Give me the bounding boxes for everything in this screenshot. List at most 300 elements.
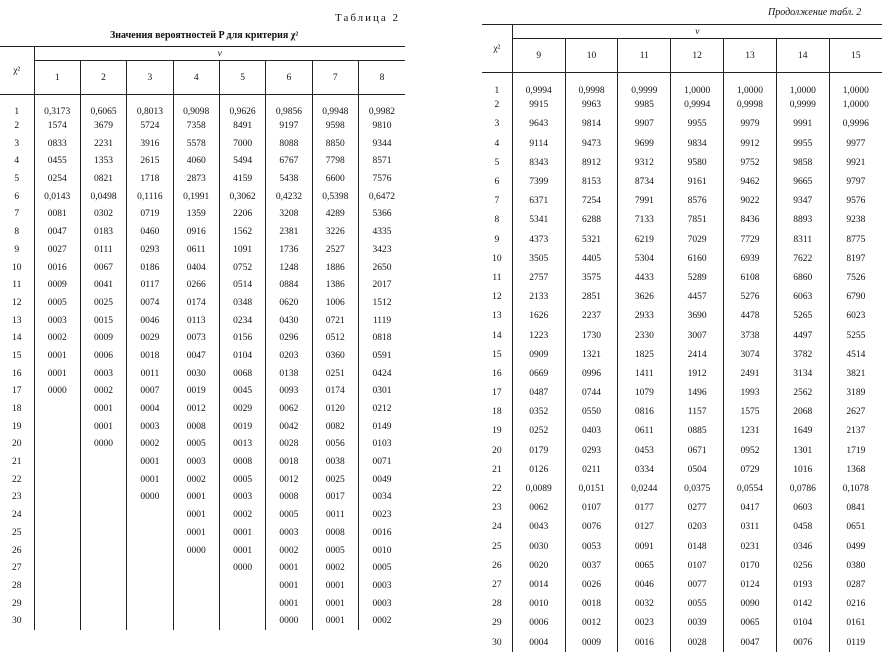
probability-cell: 6767 [266, 153, 312, 171]
probability-cell: 9979 [724, 115, 777, 134]
probability-cell: 5321 [565, 230, 618, 249]
probability-cell: 1411 [618, 364, 671, 383]
probability-cell: 9991 [776, 115, 829, 134]
probability-cell: 1,0000 [671, 73, 724, 96]
table-row [482, 73, 882, 96]
probability-cell [34, 524, 80, 542]
probability-cell: 1,0000 [724, 73, 777, 96]
probability-cell: 8571 [358, 153, 405, 171]
probability-cell: 0179 [512, 441, 565, 460]
probability-cell: 5724 [127, 117, 173, 135]
probability-cell: 6108 [724, 268, 777, 287]
probability-cell: 0001 [173, 524, 219, 542]
probability-cell: 0885 [671, 422, 724, 441]
probability-cell: 0003 [127, 418, 173, 436]
probability-cell: 5341 [512, 211, 565, 230]
probability-cell: 0120 [312, 400, 358, 418]
probability-cell: 0,0143 [34, 188, 80, 206]
probability-cell [34, 471, 80, 489]
probability-cell: 0030 [512, 537, 565, 556]
table-row [0, 400, 405, 418]
table-row [482, 556, 882, 575]
table-row [0, 188, 405, 206]
probability-cell: 3007 [671, 326, 724, 345]
probability-cell [80, 612, 126, 630]
probability-cell: 0234 [219, 312, 265, 330]
table-row [0, 365, 405, 383]
probability-cell [34, 612, 80, 630]
probability-cell: 0001 [219, 542, 265, 560]
probability-cell: 1512 [358, 294, 405, 312]
column-header-nu: 4 [173, 61, 219, 95]
probability-cell: 6023 [829, 307, 882, 326]
probability-cell: 2527 [312, 241, 358, 259]
probability-cell: 9921 [829, 153, 882, 172]
probability-cell: 0029 [219, 400, 265, 418]
probability-cell: 8734 [618, 172, 671, 191]
probability-cell [127, 595, 173, 613]
chi-square-value: 2 [494, 100, 500, 111]
probability-cell: 0430 [266, 312, 312, 330]
probability-cell: 0016 [358, 524, 405, 542]
probability-cell [127, 524, 173, 542]
table-row [482, 575, 882, 594]
chi-square-value: 30 [12, 616, 22, 627]
probability-cell: 3505 [512, 249, 565, 268]
table-row [482, 115, 882, 134]
probability-cell: 0203 [266, 347, 312, 365]
column-header-nu: 13 [724, 39, 777, 73]
chi-square-value: 9 [494, 234, 500, 245]
probability-cell: 0062 [512, 499, 565, 518]
probability-cell: 3575 [565, 268, 618, 287]
table-row [482, 249, 882, 268]
probability-cell: 0117 [127, 276, 173, 294]
probability-cell: 1368 [829, 460, 882, 479]
table-row [0, 312, 405, 330]
probability-cell: 2615 [127, 153, 173, 171]
probability-cell: 0023 [618, 614, 671, 633]
chi-square-value: 6 [494, 177, 500, 188]
chi-square-value: 24 [12, 510, 22, 521]
probability-cell: 0093 [266, 383, 312, 401]
probability-cell: 4405 [565, 249, 618, 268]
probability-cell: 0752 [219, 259, 265, 277]
probability-cell: 7399 [512, 172, 565, 191]
probability-cell: 0010 [512, 595, 565, 614]
table-row [0, 436, 405, 454]
chi-square-value: 10 [12, 262, 22, 273]
probability-cell: 0104 [776, 614, 829, 633]
probability-cell [80, 542, 126, 560]
probability-cell: 9022 [724, 192, 777, 211]
probability-cell: 1575 [724, 403, 777, 422]
probability-cell: 0138 [266, 365, 312, 383]
chi-square-value: 4 [494, 138, 500, 149]
probability-cell: 8491 [219, 117, 265, 135]
probability-cell: 8311 [776, 230, 829, 249]
probability-cell: 0001 [127, 453, 173, 471]
probability-cell: 0017 [312, 489, 358, 507]
probability-cell: 0,1991 [173, 188, 219, 206]
probability-cell: 0065 [724, 614, 777, 633]
probability-cell: 2237 [565, 307, 618, 326]
probability-cell: 0744 [565, 384, 618, 403]
probability-cell: 0005 [34, 294, 80, 312]
column-header-nu: 14 [776, 39, 829, 73]
probability-cell: 0002 [312, 559, 358, 577]
table-title: Значения вероятностей P для критерия χ² [110, 30, 299, 41]
probability-cell: 0,4232 [266, 188, 312, 206]
probability-cell: 0,6472 [358, 188, 405, 206]
probability-cell: 0012 [266, 471, 312, 489]
probability-cell: 0003 [173, 453, 219, 471]
probability-cell: 0005 [312, 542, 358, 560]
probability-cell: 9955 [776, 134, 829, 153]
probability-cell: 0996 [565, 364, 618, 383]
probability-cell: 0514 [219, 276, 265, 294]
probability-cell: 0252 [512, 422, 565, 441]
probability-cell: 0231 [724, 537, 777, 556]
table-row [482, 499, 882, 518]
probability-cell: 8343 [512, 153, 565, 172]
probability-cell: 0,0498 [80, 188, 126, 206]
probability-cell: 0348 [219, 294, 265, 312]
probability-cell: 0055 [671, 595, 724, 614]
probability-cell: 0002 [127, 436, 173, 454]
probability-cell [34, 542, 80, 560]
probability-cell: 1718 [127, 170, 173, 188]
table-row [482, 441, 882, 460]
probability-cell: 0025 [80, 294, 126, 312]
probability-cell: 0001 [266, 559, 312, 577]
probability-cell: 2491 [724, 364, 777, 383]
probability-cell: 0148 [671, 537, 724, 556]
table-row [482, 153, 882, 172]
probability-cell: 1719 [829, 441, 882, 460]
probability-cell: 0012 [565, 614, 618, 633]
table-row [482, 422, 882, 441]
probability-cell: 7133 [618, 211, 671, 230]
probability-cell: 9699 [618, 134, 671, 153]
probability-cell: 0127 [618, 518, 671, 537]
probability-cell: 0,0089 [512, 479, 565, 498]
table-row [0, 524, 405, 542]
probability-cell: 0005 [219, 471, 265, 489]
probability-cell: 0014 [512, 575, 565, 594]
probability-cell: 1386 [312, 276, 358, 294]
probability-cell: 7000 [219, 135, 265, 153]
probability-cell [80, 471, 126, 489]
probability-cell [127, 577, 173, 595]
probability-cell: 6288 [565, 211, 618, 230]
probability-cell: 3189 [829, 384, 882, 403]
probability-cell: 0504 [671, 460, 724, 479]
probability-cell: 0006 [512, 614, 565, 633]
chi-square-value: 26 [12, 545, 22, 556]
probability-cell: 8197 [829, 249, 882, 268]
probability-cell: 1736 [266, 241, 312, 259]
probability-cell: 9858 [776, 153, 829, 172]
probability-cell: 0603 [776, 499, 829, 518]
probability-cell: 0,1078 [829, 479, 882, 498]
table-row [0, 471, 405, 489]
probability-cell: 9665 [776, 172, 829, 191]
probability-cell: 0041 [80, 276, 126, 294]
chi-square-value: 13 [492, 311, 502, 322]
probability-cell: 0254 [34, 170, 80, 188]
probability-cell [34, 595, 80, 613]
probability-cell: 0008 [266, 489, 312, 507]
chi-square-value: 17 [492, 388, 502, 399]
probability-cell: 0049 [358, 471, 405, 489]
table-row [0, 276, 405, 294]
probability-cell: 9834 [671, 134, 724, 153]
probability-cell: 0001 [312, 612, 358, 630]
probability-cell: 0293 [127, 241, 173, 259]
probability-cell: 4478 [724, 307, 777, 326]
probability-cell: 1912 [671, 364, 724, 383]
probability-cell: 0001 [80, 400, 126, 418]
chi-square-value: 16 [12, 368, 22, 379]
probability-cell: 0003 [219, 489, 265, 507]
probability-cell [127, 542, 173, 560]
chi-square-value: 21 [492, 464, 502, 475]
probability-cell: 0821 [80, 170, 126, 188]
probability-cell: 0008 [312, 524, 358, 542]
probability-cell: 0424 [358, 365, 405, 383]
probability-cell: 1353 [80, 153, 126, 171]
probability-cell: 6160 [671, 249, 724, 268]
probability-cell: 0000 [80, 436, 126, 454]
probability-cell: 7254 [565, 192, 618, 211]
probability-cell: 9752 [724, 153, 777, 172]
probability-cell: 0103 [358, 436, 405, 454]
probability-cell: 6939 [724, 249, 777, 268]
table-row [0, 612, 405, 630]
probability-cell: 9643 [512, 115, 565, 134]
probability-cell: 6219 [618, 230, 671, 249]
table-row [482, 364, 882, 383]
probability-cell: 2757 [512, 268, 565, 287]
probability-cell: 9915 [512, 96, 565, 115]
probability-cell [80, 489, 126, 507]
probability-cell: 0001 [173, 489, 219, 507]
chi-square-value: 18 [12, 404, 22, 415]
table-row [0, 223, 405, 241]
probability-cell: 0013 [219, 436, 265, 454]
probability-cell: 0001 [312, 577, 358, 595]
table-row [482, 96, 882, 115]
probability-cell: 0287 [829, 575, 882, 594]
probability-cell: 0016 [34, 259, 80, 277]
table-row [482, 288, 882, 307]
table-row [0, 542, 405, 560]
probability-cell: 0029 [127, 329, 173, 347]
probability-cell: 5366 [358, 206, 405, 224]
probability-cell: 0076 [565, 518, 618, 537]
probability-cell: 0721 [312, 312, 358, 330]
table-row [0, 95, 405, 118]
probability-cell: 7798 [312, 153, 358, 171]
probability-cell: 0042 [266, 418, 312, 436]
table-row [482, 633, 882, 652]
probability-cell: 9312 [618, 153, 671, 172]
probability-cell: 0816 [618, 403, 671, 422]
probability-cell: 0018 [565, 595, 618, 614]
probability-cell: 0043 [512, 518, 565, 537]
probability-cell: 0003 [358, 577, 405, 595]
probability-cell: 0000 [219, 559, 265, 577]
chi-square-value: 21 [12, 457, 22, 468]
probability-cell: 0170 [724, 556, 777, 575]
table-row [482, 537, 882, 556]
probability-cell: 2414 [671, 345, 724, 364]
chi-square-value: 25 [12, 527, 22, 538]
probability-cell: 9814 [565, 115, 618, 134]
probability-cell: 1301 [776, 441, 829, 460]
chi-square-value: 28 [12, 580, 22, 591]
probability-cell: 5578 [173, 135, 219, 153]
probability-cell: 0002 [34, 329, 80, 347]
nu-header: ν [512, 25, 882, 39]
probability-cell: 0038 [312, 453, 358, 471]
probability-cell: 0,9856 [266, 95, 312, 118]
probability-cell: 0012 [173, 400, 219, 418]
nu-header: ν [34, 47, 405, 61]
probability-cell: 0,0786 [776, 479, 829, 498]
chi-square-value: 5 [14, 174, 20, 185]
probability-cell: 9344 [358, 135, 405, 153]
probability-cell: 2017 [358, 276, 405, 294]
probability-cell: 0053 [565, 537, 618, 556]
probability-cell: 0212 [358, 400, 405, 418]
probability-cell: 4373 [512, 230, 565, 249]
probability-cell: 0001 [127, 471, 173, 489]
chi-square-value: 5 [494, 157, 500, 168]
probability-cell: 0174 [312, 383, 358, 401]
probability-cell: 0884 [266, 276, 312, 294]
probability-cell: 0011 [312, 506, 358, 524]
probability-cell: 0651 [829, 518, 882, 537]
chi-square-value: 8 [14, 227, 20, 238]
chi-square-value: 22 [12, 474, 22, 485]
probability-cell: 4159 [219, 170, 265, 188]
probability-cell: 0833 [34, 135, 80, 153]
table-row [482, 134, 882, 153]
probability-cell: 2873 [173, 170, 219, 188]
probability-cell: 0023 [358, 506, 405, 524]
table-row [482, 595, 882, 614]
table-row [0, 489, 405, 507]
probability-cell: 0034 [358, 489, 405, 507]
chi-square-value: 1 [14, 107, 20, 118]
probability-cell: 7358 [173, 117, 219, 135]
probability-cell: 0455 [34, 153, 80, 171]
table-row [0, 135, 405, 153]
table-row [0, 347, 405, 365]
table-row [0, 170, 405, 188]
probability-cell: 0,1116 [127, 188, 173, 206]
probability-cell: 4289 [312, 206, 358, 224]
probability-cell: 6790 [829, 288, 882, 307]
right-page [482, 0, 882, 648]
probability-cell: 0001 [219, 524, 265, 542]
probability-cell: 8893 [776, 211, 829, 230]
probability-cell: 4497 [776, 326, 829, 345]
probability-cell: 3226 [312, 223, 358, 241]
probability-cell: 1886 [312, 259, 358, 277]
probability-cell: 1119 [358, 312, 405, 330]
probability-cell: 0025 [312, 471, 358, 489]
table-row [482, 460, 882, 479]
probability-cell: 0037 [565, 556, 618, 575]
probability-cell: 0453 [618, 441, 671, 460]
probability-cell: 9955 [671, 115, 724, 134]
chi-square-value: 22 [492, 484, 502, 495]
probability-cell: 2933 [618, 307, 671, 326]
probability-cell: 0296 [266, 329, 312, 347]
probability-cell: 0620 [266, 294, 312, 312]
probability-cell: 0018 [266, 453, 312, 471]
probability-cell: 2650 [358, 259, 405, 277]
probability-cell: 0074 [127, 294, 173, 312]
probability-cell: 9462 [724, 172, 777, 191]
probability-cell: 0,0554 [724, 479, 777, 498]
table-row [0, 506, 405, 524]
probability-cell: 0458 [776, 518, 829, 537]
chi-square-value: 13 [12, 315, 22, 326]
table-row [0, 559, 405, 577]
probability-cell: 0001 [34, 347, 80, 365]
probability-cell: 0008 [173, 418, 219, 436]
probability-cell [219, 577, 265, 595]
probability-cell [34, 489, 80, 507]
probability-cell: 0001 [266, 595, 312, 613]
probability-cell [34, 400, 80, 418]
probability-cell: 3738 [724, 326, 777, 345]
probability-cell: 2627 [829, 403, 882, 422]
chi-square-value: 25 [492, 541, 502, 552]
probability-cell: 0311 [724, 518, 777, 537]
probability-cell: 1626 [512, 307, 565, 326]
probability-cell [34, 436, 80, 454]
probability-cell: 6600 [312, 170, 358, 188]
probability-cell: 9963 [565, 96, 618, 115]
chi-square-value: 9 [14, 244, 20, 255]
probability-cell: 9912 [724, 134, 777, 153]
probability-cell: 1223 [512, 326, 565, 345]
table-row [482, 172, 882, 191]
probability-cell: 7851 [671, 211, 724, 230]
probability-cell: 0015 [80, 312, 126, 330]
probability-cell: 0216 [829, 595, 882, 614]
probability-cell [34, 418, 80, 436]
probability-cell: 0,0375 [671, 479, 724, 498]
probability-cell: 0487 [512, 384, 565, 403]
probability-cell: 0161 [829, 614, 882, 633]
table-row [482, 192, 882, 211]
probability-cell: 0952 [724, 441, 777, 460]
probability-cell: 0000 [34, 383, 80, 401]
probability-cell: 0001 [173, 506, 219, 524]
probability-cell: 6063 [776, 288, 829, 307]
chi-square-value: 26 [492, 560, 502, 571]
chi-square-value: 10 [492, 253, 502, 264]
probability-cell: 9985 [618, 96, 671, 115]
probability-cell: 4433 [618, 268, 671, 287]
table-row [0, 153, 405, 171]
